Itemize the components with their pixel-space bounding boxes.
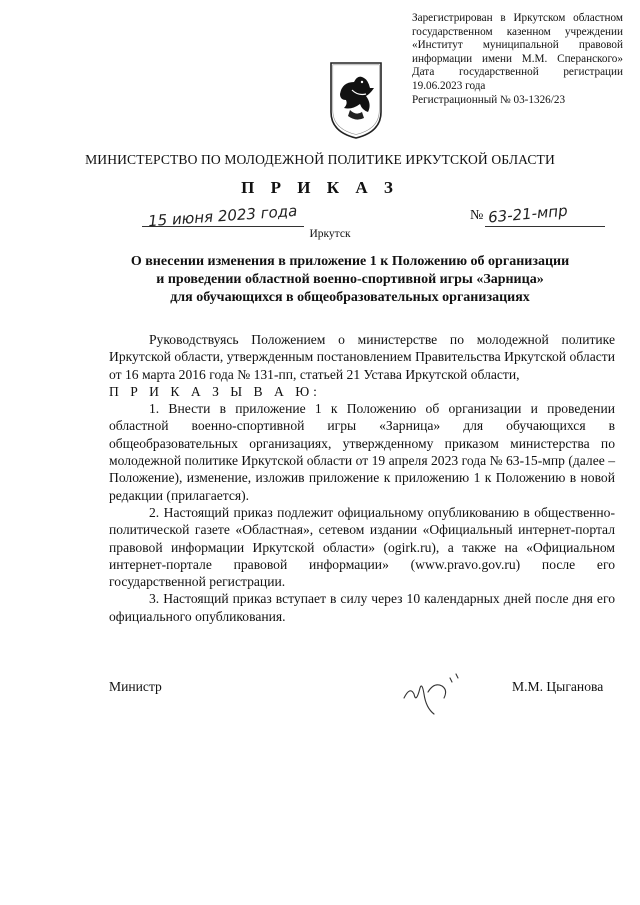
registration-line: государственном казенном учреждении (412, 25, 623, 38)
order-item: 3. Настоящий приказ вступает в силу через 10 календарных дней после дня его официального опубликования. (109, 591, 615, 624)
registration-line: Дата государственной регистрации (412, 66, 623, 79)
order-item: 2. Настоящий приказ подлежит официальному опубликованию в общественно-политической газете «Областная», сетевом издании «Официальный интернет-портал правовой информации Иркутской области» (ogirk.ru), а также на «Официальном интернет-портале правовой информации» (www.pravo.gov.ru) после его государственной регистрации. (109, 504, 615, 590)
date-underline (142, 226, 304, 227)
registration-line: информации имени М.М. Сперанского» (412, 52, 623, 65)
number-sign: № (470, 208, 484, 223)
handwritten-number: 63-21-мпр (487, 201, 569, 227)
title-line: для обучающихся в общеобразовательных организациях (170, 290, 530, 305)
order-item: 1. Внести в приложение 1 к Положению об организации и проведении областной военно-спортивной игры «Зарница» для обучающихся в общеобразовательных организациях, утвержденному приказом министерства по молодежной политике Иркутской области от 19 апреля 2023 года № 63-15-мпр (далее – Положение), изменение, изложив приложение к приложению 1 к Положению в новой редакции (прилагается). (109, 401, 615, 503)
signature-icon (398, 664, 478, 724)
preamble-paragraph: Руководствуясь Положением о министерстве по молодежной политике Иркутской области, утвержденным постановлением Правительства Иркутской области от 16 марта 2016 года № 131-пп, статьей 21 Устава Иркутской области, (109, 332, 615, 382)
title-line: и проведении областной военно-спортивной игры «Зарница» (156, 272, 544, 287)
document-title (100, 253, 600, 307)
ministry-name: МИНИСТЕРСТВО ПО МОЛОДЕЖНОЙ ПОЛИТИКЕ ИРКУТСКОЙ ОБЛАСТИ (85, 152, 555, 167)
document-type: П Р И К А З (241, 178, 399, 197)
signer-position: Министр (109, 679, 162, 694)
registration-number: Регистрационный № 03-1326/23 (412, 93, 566, 106)
registration-line: «Институт муниципальной правовой (412, 39, 623, 52)
registration-stamp (412, 12, 623, 107)
document-body (109, 331, 615, 625)
coat-of-arms-icon (328, 60, 384, 140)
signer-name: М.М. Цыганова (512, 679, 604, 694)
handwritten-date: 15 июня 2023 года (147, 201, 298, 231)
registration-line: Зарегистрирован в Иркутском областном (412, 12, 623, 24)
number-underline (485, 226, 605, 227)
title-line: О внесении изменения в приложение 1 к Положению об организации (130, 254, 570, 269)
city: Иркутск (309, 228, 351, 240)
registration-date: 19.06.2023 года (412, 79, 486, 92)
order-word: П Р И К А З Ы В А Ю: (109, 383, 321, 399)
